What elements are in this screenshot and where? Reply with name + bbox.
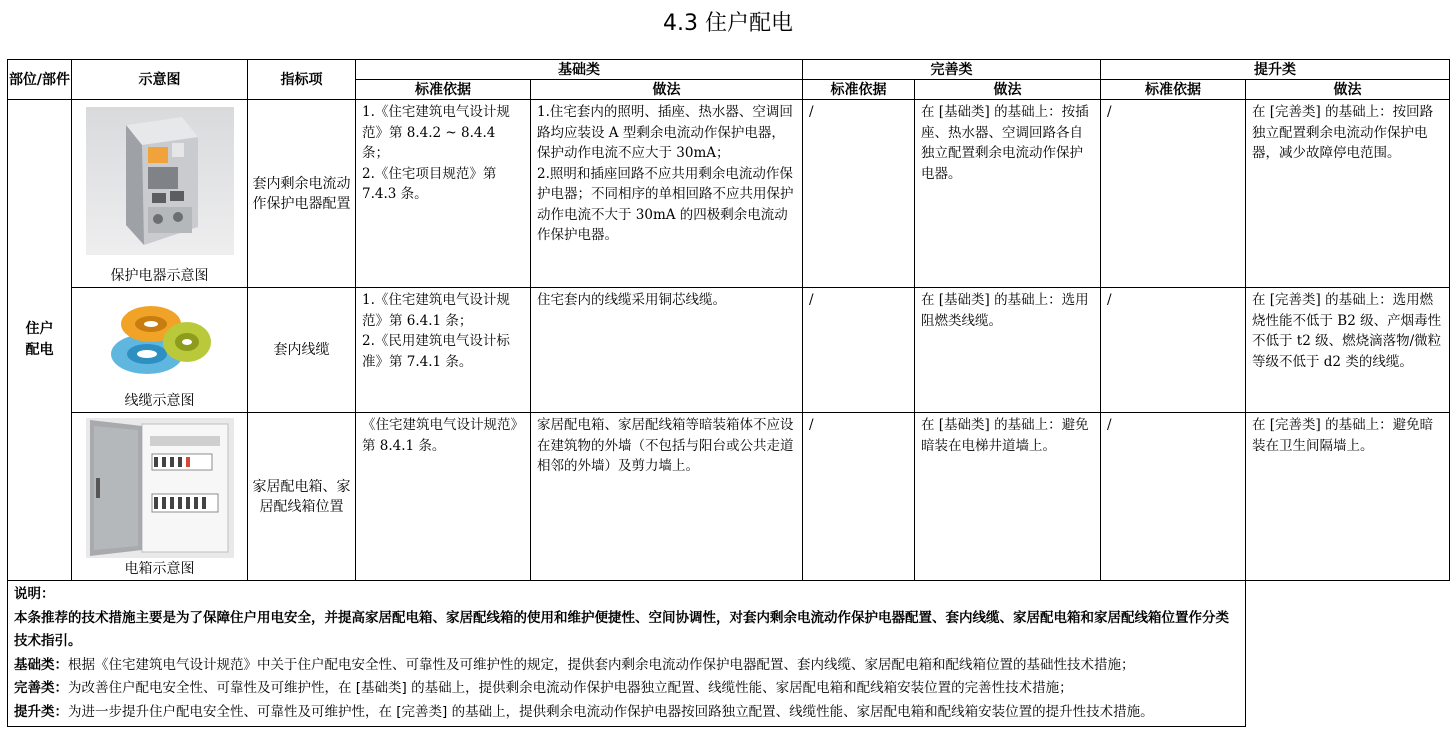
upgrade-method-text: 在 [完善类] 的基础上：按回路独立配置剩余电流动作保护电器，减少故障停电范围。 xyxy=(1252,104,1434,161)
header-upgrade-std: 标准依据 xyxy=(1101,80,1246,100)
diagram-cell xyxy=(72,288,248,413)
basic-method-cell xyxy=(531,100,803,288)
upgrade-method-text: 在 [完善类] 的基础上：避免暗装在卫生间隔墙上。 xyxy=(1252,417,1434,454)
improve-method-cell xyxy=(915,100,1101,288)
improve-method-text: 在 [基础类] 的基础上：避免暗装在电梯井道墙上。 xyxy=(921,417,1089,454)
part-cell xyxy=(8,100,72,581)
upgrade-std-cell xyxy=(1101,100,1246,288)
basic-method-text: 住宅套内的线缆采用铜芯线缆。 xyxy=(537,292,726,308)
indicator-text: 套内剩余电流动作保护电器配置 xyxy=(252,175,351,212)
basic-method-cell xyxy=(531,413,803,581)
improve-std-cell xyxy=(803,413,915,581)
basic-method-cell xyxy=(531,288,803,413)
part-label: 住户配电 xyxy=(25,321,54,358)
upgrade-std-text: / xyxy=(1107,104,1112,120)
basic-std-cell xyxy=(356,413,531,581)
basic-method-text: 家居配电箱、家居配线箱等暗装箱体不应设在建筑物的外墙（不包括与阳台或公共走道相邻的外墙）及剪力墙上。 xyxy=(537,417,794,474)
table-row xyxy=(8,288,1450,413)
panel-box-image xyxy=(86,418,234,558)
upgrade-method-cell xyxy=(1246,413,1450,581)
header-diagram: 示意图 xyxy=(72,60,248,100)
notes-basic: 基础类：根据《住宅建筑电气设计规范》中关于住户配电安全性、可靠性及可维护性的规定，提供套内剩余电流动作保护电器配置、套内线缆、家居配电箱和配线箱位置的基础性技术措施； xyxy=(14,656,1135,673)
indicator-cell xyxy=(248,413,356,581)
notes-intro: 本条推荐的技术措施主要是为了保障住户用电安全，并提高家居配电箱、家居配线箱的使用和维护便捷性、空间协调性，对套内剩余电流动作保护电器配置、套内线缆、家居配电箱和家居配线箱位置作分类技术指引。 xyxy=(14,609,1229,649)
upgrade-std-text: / xyxy=(1107,417,1112,433)
basic-std-cell xyxy=(356,288,531,413)
page-title: 4.3 住户配电 xyxy=(663,11,793,36)
table-row xyxy=(8,413,1450,581)
indicator-text: 套内线缆 xyxy=(273,342,330,358)
basic-std-text: 《住宅建筑电气设计规范》第 8.4.1 条。 xyxy=(362,417,524,454)
header-part: 部位/部件 xyxy=(8,60,72,100)
notes-row xyxy=(8,581,1450,727)
basic-std-text: 1.《住宅建筑电气设计规范》第 6.4.1 条； 2.《民用建筑电气设计标准》第 7.4.1 条。 xyxy=(362,292,510,370)
indicator-text: 家居配电箱、家居配线箱位置 xyxy=(252,478,351,515)
diagram-cell xyxy=(72,100,248,288)
improve-std-text: / xyxy=(809,417,814,433)
header-basic: 基础类 xyxy=(356,60,803,80)
upgrade-std-text: / xyxy=(1107,292,1112,308)
improve-std-cell xyxy=(803,100,915,288)
notes-upgrade: 提升类：为进一步提升住户配电安全性、可靠性及可维护性，在 [完善类] 的基础上，提供剩余电流动作保护电器按回路独立配置、线缆性能、家居配电箱和配线箱安装位置的提升性技术措施。 xyxy=(14,703,1154,720)
upgrade-method-text: 在 [完善类] 的基础上：选用燃烧性能不低于 B2 级、产烟毒性不低于 t2 级、燃烧滴落物/微粒等级不低于 d2 类的线缆。 xyxy=(1252,292,1442,370)
improve-std-text: / xyxy=(809,292,814,308)
improve-method-cell xyxy=(915,413,1101,581)
indicator-cell xyxy=(248,100,356,288)
upgrade-method-cell xyxy=(1246,100,1450,288)
diagram-caption: 保护电器示意图 xyxy=(110,268,209,284)
cable-image xyxy=(105,294,215,382)
upgrade-std-cell xyxy=(1101,288,1246,413)
improve-method-text: 在 [基础类] 的基础上：按插座、热水器、空调回路各自独立配置剩余电流动作保护电器。 xyxy=(921,104,1089,182)
indicator-cell xyxy=(248,288,356,413)
header-improve: 完善类 xyxy=(803,60,1101,80)
header-upgrade: 提升类 xyxy=(1101,60,1450,80)
upgrade-std-cell xyxy=(1101,413,1246,581)
basic-method-text: 1.住宅套内的照明、插座、热水器、空调回路均应装设 A 型剩余电流动作保护电器，保护动作电流不应大于 30mA； 2.照明和插座回路不应共用剩余电流动作保护电器；不同相序的单相回路不应共用保护动作电流不大于 30mA 的四极剩余电流动作保护电器。 xyxy=(537,104,794,243)
breaker-image xyxy=(86,107,234,255)
header-indicator: 指标项 xyxy=(248,60,356,100)
diagram-cell xyxy=(72,413,248,581)
basic-std-text: 1.《住宅建筑电气设计规范》第 8.4.2 ~ 8.4.4 条； 2.《住宅项目规范》第 7.4.3 条。 xyxy=(362,104,510,202)
table-row xyxy=(8,100,1450,288)
header-basic-method: 做法 xyxy=(531,80,803,100)
notes-heading: 说明： xyxy=(14,586,55,602)
header-upgrade-method: 做法 xyxy=(1246,80,1450,100)
diagram-caption: 电箱示意图 xyxy=(124,561,195,577)
notes-improve: 完善类：为改善住户配电安全性、可靠性及可维护性，在 [基础类] 的基础上，提供剩余电流动作保护电器独立配置、线缆性能、家居配电箱和配线箱安装位置的完善性技术措施； xyxy=(14,680,1073,696)
header-improve-method: 做法 xyxy=(915,80,1101,100)
upgrade-method-cell xyxy=(1246,288,1450,413)
header-improve-std: 标准依据 xyxy=(803,80,915,100)
improve-std-text: / xyxy=(809,104,814,120)
spec-table xyxy=(7,59,1450,727)
improve-std-cell xyxy=(803,288,915,413)
basic-std-cell xyxy=(356,100,531,288)
diagram-caption: 线缆示意图 xyxy=(124,393,195,409)
improve-method-cell xyxy=(915,288,1101,413)
notes-cell xyxy=(8,581,1246,727)
improve-method-text: 在 [基础类] 的基础上：选用阻燃类线缆。 xyxy=(921,292,1089,329)
header-basic-std: 标准依据 xyxy=(356,80,531,100)
